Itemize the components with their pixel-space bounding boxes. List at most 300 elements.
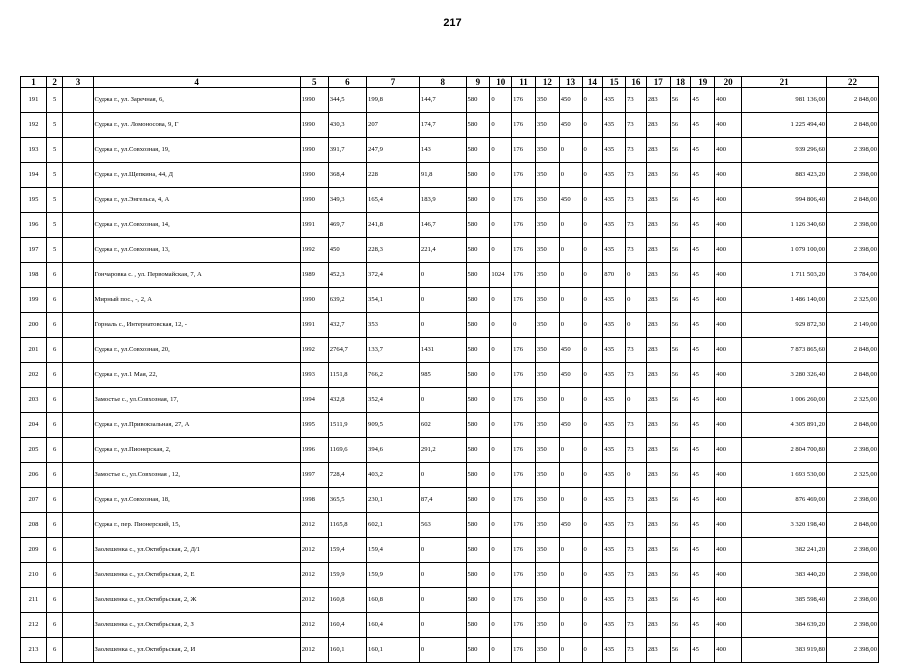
table-cell: 0 — [419, 388, 466, 413]
table-cell: 929 872,30 — [742, 313, 827, 338]
table-cell: Заолешенка с., ул.Октябрьская, 2, Ж — [93, 588, 300, 613]
table-cell: 1 006 260,00 — [742, 388, 827, 413]
table-cell: 0 — [559, 438, 582, 463]
table-cell — [63, 538, 93, 563]
table-cell: 350 — [535, 188, 559, 213]
table-cell: 0 — [582, 138, 603, 163]
table-cell: 435 — [603, 513, 626, 538]
table-cell: 0 — [559, 463, 582, 488]
table-cell: Суджа г., ул.Совхозная, 14, — [93, 213, 300, 238]
table-cell: 192 — [21, 113, 47, 138]
table-cell: 580 — [466, 413, 490, 438]
table-cell: 0 — [559, 138, 582, 163]
table-cell: 0 — [419, 288, 466, 313]
column-header-9: 9 — [466, 77, 490, 88]
table-cell: 0 — [559, 213, 582, 238]
table-cell: 45 — [691, 638, 715, 663]
table-cell: 400 — [715, 638, 742, 663]
table-cell: 73 — [626, 163, 647, 188]
table-cell: 432,8 — [328, 388, 366, 413]
table-cell: 213 — [21, 638, 47, 663]
table-cell: 200 — [21, 313, 47, 338]
table-cell: Гончаровка с. , ул. Первомайская, 7, А — [93, 263, 300, 288]
table-cell: 876 469,00 — [742, 488, 827, 513]
table-cell: 2 398,00 — [827, 438, 879, 463]
table-cell: 6 — [46, 363, 63, 388]
table-cell: 435 — [603, 163, 626, 188]
table-cell: 580 — [466, 138, 490, 163]
table-cell: 45 — [691, 163, 715, 188]
table-cell: 0 — [490, 163, 512, 188]
table-cell: 73 — [626, 538, 647, 563]
table-cell: 0 — [490, 113, 512, 138]
table-cell: 350 — [535, 513, 559, 538]
table-cell: 400 — [715, 563, 742, 588]
table-cell: 283 — [646, 588, 670, 613]
table-cell: 45 — [691, 413, 715, 438]
table-cell: 0 — [490, 438, 512, 463]
table-cell: 45 — [691, 338, 715, 363]
table-cell: 0 — [559, 613, 582, 638]
table-cell — [63, 338, 93, 363]
table-cell: 247,9 — [367, 138, 420, 163]
table-cell: 56 — [670, 413, 691, 438]
table-cell: 639,2 — [328, 288, 366, 313]
table-cell: 283 — [646, 438, 670, 463]
table-cell: 56 — [670, 88, 691, 113]
table-cell: 0 — [582, 263, 603, 288]
table-cell: 176 — [512, 113, 536, 138]
table-cell: 350 — [535, 238, 559, 263]
table-cell: 981 136,00 — [742, 88, 827, 113]
table-cell: 0 — [419, 263, 466, 288]
table-cell: 0 — [419, 613, 466, 638]
table-cell: 435 — [603, 313, 626, 338]
table-cell: 1993 — [300, 363, 328, 388]
table-cell: 0 — [559, 263, 582, 288]
table-cell: 580 — [466, 438, 490, 463]
table-cell: 400 — [715, 88, 742, 113]
column-header-21: 21 — [742, 77, 827, 88]
table-cell: 45 — [691, 113, 715, 138]
table-cell: 766,2 — [367, 363, 420, 388]
table-cell: 197 — [21, 238, 47, 263]
table-cell: 160,1 — [328, 638, 366, 663]
table-cell: 435 — [603, 588, 626, 613]
table-cell: 1165,8 — [328, 513, 366, 538]
table-cell: 0 — [419, 563, 466, 588]
table-cell: 56 — [670, 613, 691, 638]
table-cell: 6 — [46, 513, 63, 538]
table-cell: Заолешенка с., ул.Октябрьская, 2, Д/1 — [93, 538, 300, 563]
table-cell: 4 305 891,20 — [742, 413, 827, 438]
table-cell — [63, 413, 93, 438]
table-cell: 207 — [21, 488, 47, 513]
table-cell: 45 — [691, 263, 715, 288]
table-row — [21, 313, 879, 338]
table-cell: 435 — [603, 88, 626, 113]
table-cell: 73 — [626, 138, 647, 163]
table-cell: 198 — [21, 263, 47, 288]
table-row — [21, 388, 879, 413]
table-cell: 56 — [670, 563, 691, 588]
table-cell: 2012 — [300, 588, 328, 613]
table-cell: 176 — [512, 563, 536, 588]
table-cell: 56 — [670, 513, 691, 538]
table-cell: 143 — [419, 138, 466, 163]
table-cell: 0 — [490, 513, 512, 538]
table-cell: 382 241,20 — [742, 538, 827, 563]
table-cell: 0 — [419, 313, 466, 338]
table-cell: 400 — [715, 288, 742, 313]
table-cell: 400 — [715, 613, 742, 638]
table-cell: 400 — [715, 513, 742, 538]
table-cell: 350 — [535, 263, 559, 288]
table-cell: 1 079 100,00 — [742, 238, 827, 263]
table-cell: 450 — [559, 513, 582, 538]
table-cell: 350 — [535, 338, 559, 363]
table-cell: 45 — [691, 238, 715, 263]
column-header-14: 14 — [582, 77, 603, 88]
column-header-12: 12 — [535, 77, 559, 88]
table-cell: 0 — [582, 88, 603, 113]
table-cell: 3 320 198,40 — [742, 513, 827, 538]
table-cell: 176 — [512, 513, 536, 538]
table-cell: 1 486 140,00 — [742, 288, 827, 313]
table-cell: 352,4 — [367, 388, 420, 413]
table-cell: 1992 — [300, 338, 328, 363]
table-cell: 2 325,00 — [827, 388, 879, 413]
table-cell: 400 — [715, 263, 742, 288]
table-cell — [63, 563, 93, 588]
table-cell: Горналь с., Интернатовская, 12, - — [93, 313, 300, 338]
table-cell: 580 — [466, 363, 490, 388]
table-cell: 580 — [466, 538, 490, 563]
column-header-16: 16 — [626, 77, 647, 88]
table-cell: 73 — [626, 338, 647, 363]
table-cell: 6 — [46, 463, 63, 488]
table-cell: 580 — [466, 588, 490, 613]
table-cell: 0 — [582, 638, 603, 663]
table-cell: 56 — [670, 188, 691, 213]
table-cell: 0 — [582, 438, 603, 463]
table-cell: 283 — [646, 338, 670, 363]
table-row — [21, 538, 879, 563]
table-cell: 45 — [691, 213, 715, 238]
table-cell: 0 — [582, 238, 603, 263]
table-cell: 435 — [603, 413, 626, 438]
table-cell: 73 — [626, 563, 647, 588]
table-cell: Суджа г., ул. Заречная, 6, — [93, 88, 300, 113]
table-cell: Суджа г., ул. Ломоносова, 9, Г — [93, 113, 300, 138]
table-cell: 73 — [626, 238, 647, 263]
table-cell: 56 — [670, 363, 691, 388]
table-cell: 400 — [715, 538, 742, 563]
table-cell: 435 — [603, 363, 626, 388]
table-cell: 3 280 326,40 — [742, 363, 827, 388]
table-row — [21, 163, 879, 188]
table-cell: 283 — [646, 313, 670, 338]
table-cell: 208 — [21, 513, 47, 538]
table-cell: 56 — [670, 263, 691, 288]
table-cell: 354,1 — [367, 288, 420, 313]
table-cell: 469,7 — [328, 213, 366, 238]
table-cell: 5 — [46, 213, 63, 238]
table-cell: 1 126 340,60 — [742, 213, 827, 238]
table-cell: 191 — [21, 88, 47, 113]
table-cell: 985 — [419, 363, 466, 388]
table-cell: 160,4 — [367, 613, 420, 638]
table-cell: 56 — [670, 438, 691, 463]
table-cell: 2 398,00 — [827, 588, 879, 613]
table-cell: 435 — [603, 613, 626, 638]
table-cell: 56 — [670, 213, 691, 238]
table-cell: 450 — [559, 363, 582, 388]
table-cell: 2012 — [300, 613, 328, 638]
table-cell: 176 — [512, 338, 536, 363]
table-cell: 176 — [512, 438, 536, 463]
table-cell: 2 804 700,80 — [742, 438, 827, 463]
table-cell: 435 — [603, 338, 626, 363]
table-cell: 2 848,00 — [827, 363, 879, 388]
table-cell: 196 — [21, 213, 47, 238]
table-cell: 176 — [512, 188, 536, 213]
table-cell: 0 — [582, 588, 603, 613]
table-cell: 7 873 865,60 — [742, 338, 827, 363]
table-cell: Заолешенка с., ул.Октябрьская, 2, И — [93, 638, 300, 663]
table-cell: 176 — [512, 363, 536, 388]
table-cell: 201 — [21, 338, 47, 363]
table-cell: 435 — [603, 113, 626, 138]
table-cell: 383 440,20 — [742, 563, 827, 588]
table-cell: 0 — [582, 313, 603, 338]
table-cell: 2 848,00 — [827, 338, 879, 363]
table-cell: 0 — [582, 413, 603, 438]
table-cell — [63, 638, 93, 663]
table-cell: 0 — [490, 613, 512, 638]
table-cell: 0 — [419, 538, 466, 563]
table-cell: 450 — [559, 413, 582, 438]
table-cell: 400 — [715, 188, 742, 213]
table-cell: 6 — [46, 588, 63, 613]
table-cell: Заолешенка с., ул.Октябрьская, 2, З — [93, 613, 300, 638]
table-cell: 45 — [691, 313, 715, 338]
table-row — [21, 263, 879, 288]
table-row — [21, 413, 879, 438]
table-cell: 174,7 — [419, 113, 466, 138]
table-cell: Суджа г., пер. Пионерский, 15, — [93, 513, 300, 538]
table-cell: 283 — [646, 538, 670, 563]
table-cell: 350 — [535, 88, 559, 113]
table-row — [21, 138, 879, 163]
table-cell: 206 — [21, 463, 47, 488]
table-cell: 0 — [582, 213, 603, 238]
table-cell: 176 — [512, 388, 536, 413]
table-cell: 45 — [691, 563, 715, 588]
column-header-11: 11 — [512, 77, 536, 88]
table-row — [21, 213, 879, 238]
table-cell: 0 — [490, 188, 512, 213]
table-cell: 1 693 530,00 — [742, 463, 827, 488]
table-cell: 450 — [559, 113, 582, 138]
table-cell: 2 398,00 — [827, 138, 879, 163]
table-cell: 385 598,40 — [742, 588, 827, 613]
table-cell: 45 — [691, 438, 715, 463]
table-cell: 580 — [466, 313, 490, 338]
table-cell: 0 — [582, 288, 603, 313]
table-cell: 45 — [691, 488, 715, 513]
column-header-5: 5 — [300, 77, 328, 88]
table-cell: 2 398,00 — [827, 163, 879, 188]
table-cell: 45 — [691, 88, 715, 113]
table-cell: 176 — [512, 613, 536, 638]
table-cell: 580 — [466, 563, 490, 588]
table-cell: 283 — [646, 138, 670, 163]
table-cell: 450 — [328, 238, 366, 263]
table-cell: 73 — [626, 88, 647, 113]
column-header-20: 20 — [715, 77, 742, 88]
table-cell: 6 — [46, 413, 63, 438]
table-cell: 391,7 — [328, 138, 366, 163]
table-cell: 0 — [626, 263, 647, 288]
table-cell: 2 398,00 — [827, 538, 879, 563]
table-cell: 350 — [535, 163, 559, 188]
table-cell: 176 — [512, 88, 536, 113]
table-cell: 0 — [582, 513, 603, 538]
table-cell — [63, 388, 93, 413]
table-cell: 994 806,40 — [742, 188, 827, 213]
table-cell: 1992 — [300, 238, 328, 263]
table-cell: 176 — [512, 638, 536, 663]
table-cell: 435 — [603, 538, 626, 563]
table-cell: 580 — [466, 488, 490, 513]
table-cell: 1990 — [300, 188, 328, 213]
column-header-17: 17 — [646, 77, 670, 88]
table-cell: 1990 — [300, 163, 328, 188]
table-cell: 580 — [466, 88, 490, 113]
table-cell: 580 — [466, 213, 490, 238]
table-cell: 0 — [582, 388, 603, 413]
table-row — [21, 238, 879, 263]
table-cell: 400 — [715, 488, 742, 513]
column-header-19: 19 — [691, 77, 715, 88]
table-cell: 430,3 — [328, 113, 366, 138]
table-cell: 435 — [603, 388, 626, 413]
table-cell: 176 — [512, 413, 536, 438]
table-cell: 45 — [691, 538, 715, 563]
table-cell: 159,9 — [328, 563, 366, 588]
table-cell: 6 — [46, 438, 63, 463]
table-cell: 0 — [626, 288, 647, 313]
table-cell: 1990 — [300, 288, 328, 313]
table-cell: 1 711 503,20 — [742, 263, 827, 288]
table-cell: 400 — [715, 438, 742, 463]
table-cell: 159,4 — [328, 538, 366, 563]
table-cell: 176 — [512, 263, 536, 288]
table-cell: 283 — [646, 463, 670, 488]
table-cell: 6 — [46, 338, 63, 363]
table-cell: 1990 — [300, 138, 328, 163]
table-cell: 283 — [646, 413, 670, 438]
table-cell: 160,8 — [367, 588, 420, 613]
table-cell: 0 — [559, 313, 582, 338]
table-cell — [63, 613, 93, 638]
table-cell: 0 — [490, 288, 512, 313]
table-cell: 5 — [46, 163, 63, 188]
table-cell: 0 — [490, 488, 512, 513]
table-cell — [63, 463, 93, 488]
table-cell: 291,2 — [419, 438, 466, 463]
table-cell: 0 — [559, 563, 582, 588]
table-cell: 73 — [626, 613, 647, 638]
table-cell: 228,3 — [367, 238, 420, 263]
table-cell: 0 — [582, 488, 603, 513]
table-cell: Мирный пос., -, 2, А — [93, 288, 300, 313]
table-cell: 2 325,00 — [827, 463, 879, 488]
table-cell: 0 — [490, 588, 512, 613]
table-cell: 283 — [646, 563, 670, 588]
table-cell: 199 — [21, 288, 47, 313]
table-cell: 1997 — [300, 463, 328, 488]
table-cell: 6 — [46, 288, 63, 313]
table-cell: 350 — [535, 213, 559, 238]
table-cell: 0 — [490, 138, 512, 163]
table-cell: 400 — [715, 413, 742, 438]
table-cell: 160,1 — [367, 638, 420, 663]
table-row — [21, 488, 879, 513]
table-cell: 350 — [535, 363, 559, 388]
table-cell — [63, 138, 93, 163]
table-cell: 199,8 — [367, 88, 420, 113]
table-cell: 400 — [715, 213, 742, 238]
table-cell: 45 — [691, 288, 715, 313]
table-cell: 283 — [646, 263, 670, 288]
table-cell: 6 — [46, 563, 63, 588]
table-cell: 241,8 — [367, 213, 420, 238]
table-cell: 2 325,00 — [827, 288, 879, 313]
table-cell: 73 — [626, 113, 647, 138]
table-cell: 0 — [490, 88, 512, 113]
table-row — [21, 438, 879, 463]
table-cell: 1 225 494,40 — [742, 113, 827, 138]
table-cell: 350 — [535, 138, 559, 163]
table-cell: 176 — [512, 588, 536, 613]
table-cell: 602,1 — [367, 513, 420, 538]
table-cell — [63, 213, 93, 238]
column-header-18: 18 — [670, 77, 691, 88]
table-cell: 283 — [646, 363, 670, 388]
table-cell: 368,4 — [328, 163, 366, 188]
table-cell: 283 — [646, 163, 670, 188]
table-cell: 56 — [670, 338, 691, 363]
table-cell: 176 — [512, 488, 536, 513]
table-cell: 212 — [21, 613, 47, 638]
table-row — [21, 188, 879, 213]
table-cell: 2 398,00 — [827, 613, 879, 638]
table-cell: 230,1 — [367, 488, 420, 513]
table-cell: 0 — [559, 488, 582, 513]
table-cell: 283 — [646, 488, 670, 513]
table-cell: 350 — [535, 588, 559, 613]
table-cell: 0 — [419, 463, 466, 488]
column-header-4: 4 — [93, 77, 300, 88]
table-cell: 350 — [535, 288, 559, 313]
table-cell — [63, 113, 93, 138]
column-header-15: 15 — [603, 77, 626, 88]
table-cell: 45 — [691, 188, 715, 213]
table-cell: 73 — [626, 213, 647, 238]
table-cell: 159,9 — [367, 563, 420, 588]
